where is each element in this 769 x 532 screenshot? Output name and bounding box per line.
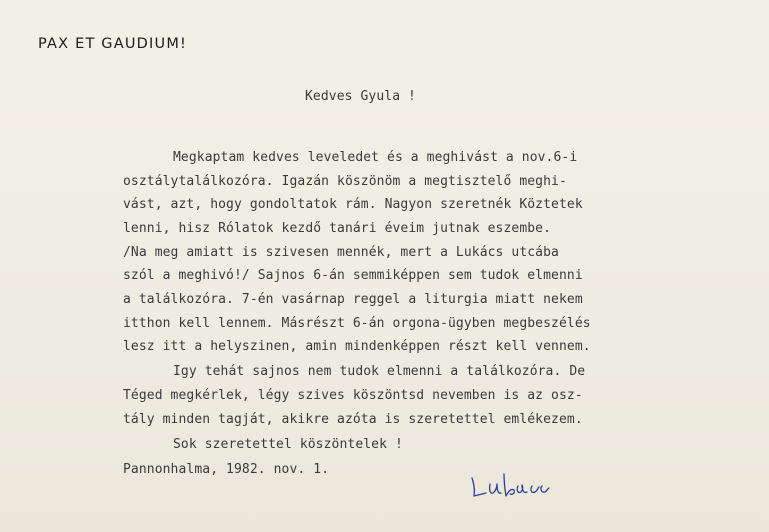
- body-line: a találkozóra. 7-én vasárnap reggel a liturgia miatt nekem: [123, 292, 583, 307]
- handwritten-signature: [468, 466, 588, 506]
- closing-line: Sok szeretettel köszöntelek !: [173, 437, 403, 452]
- body-line: lesz itt a helyszinen, amin mindenképpen részt kell vennem.: [123, 339, 591, 354]
- body-line: /Na meg amiatt is szivesen mennék, mert a Lukács utcába: [123, 245, 559, 260]
- dateline: Pannonhalma, 1982. nov. 1.: [123, 462, 330, 477]
- letterhead: PAX ET GAUDIUM!: [38, 36, 188, 52]
- body-line: szól a meghivó!/ Sajnos 6-án semmiképpen sem tudok elmenni: [123, 268, 583, 283]
- body-line: Téged megkérlek, légy szives köszöntsd nevemben is az osz-: [123, 388, 583, 403]
- body-line: tály minden tagját, akikre azóta is szeretettel emlékezem.: [123, 412, 583, 427]
- body-line: Megkaptam kedves leveledet és a meghivást a nov.6-i: [173, 150, 578, 165]
- body-line: lenni, hisz Rólatok kezdő tanári éveim jutnak eszembe.: [123, 221, 552, 236]
- body-line: vást, azt, hogy gondoltatok rám. Nagyon szeretnék Köztetek: [123, 197, 583, 212]
- body-line: Igy tehát sajnos nem tudok elmenni a találkozóra. De: [173, 364, 586, 379]
- salutation: Kedves Gyula !: [305, 89, 416, 104]
- body-line: osztálytalálkozóra. Igazán köszönöm a megtisztelő meghi-: [123, 174, 567, 189]
- body-line: itthon kell lennem. Másrészt 6-án orgona-ügyben megbeszélés: [123, 316, 591, 331]
